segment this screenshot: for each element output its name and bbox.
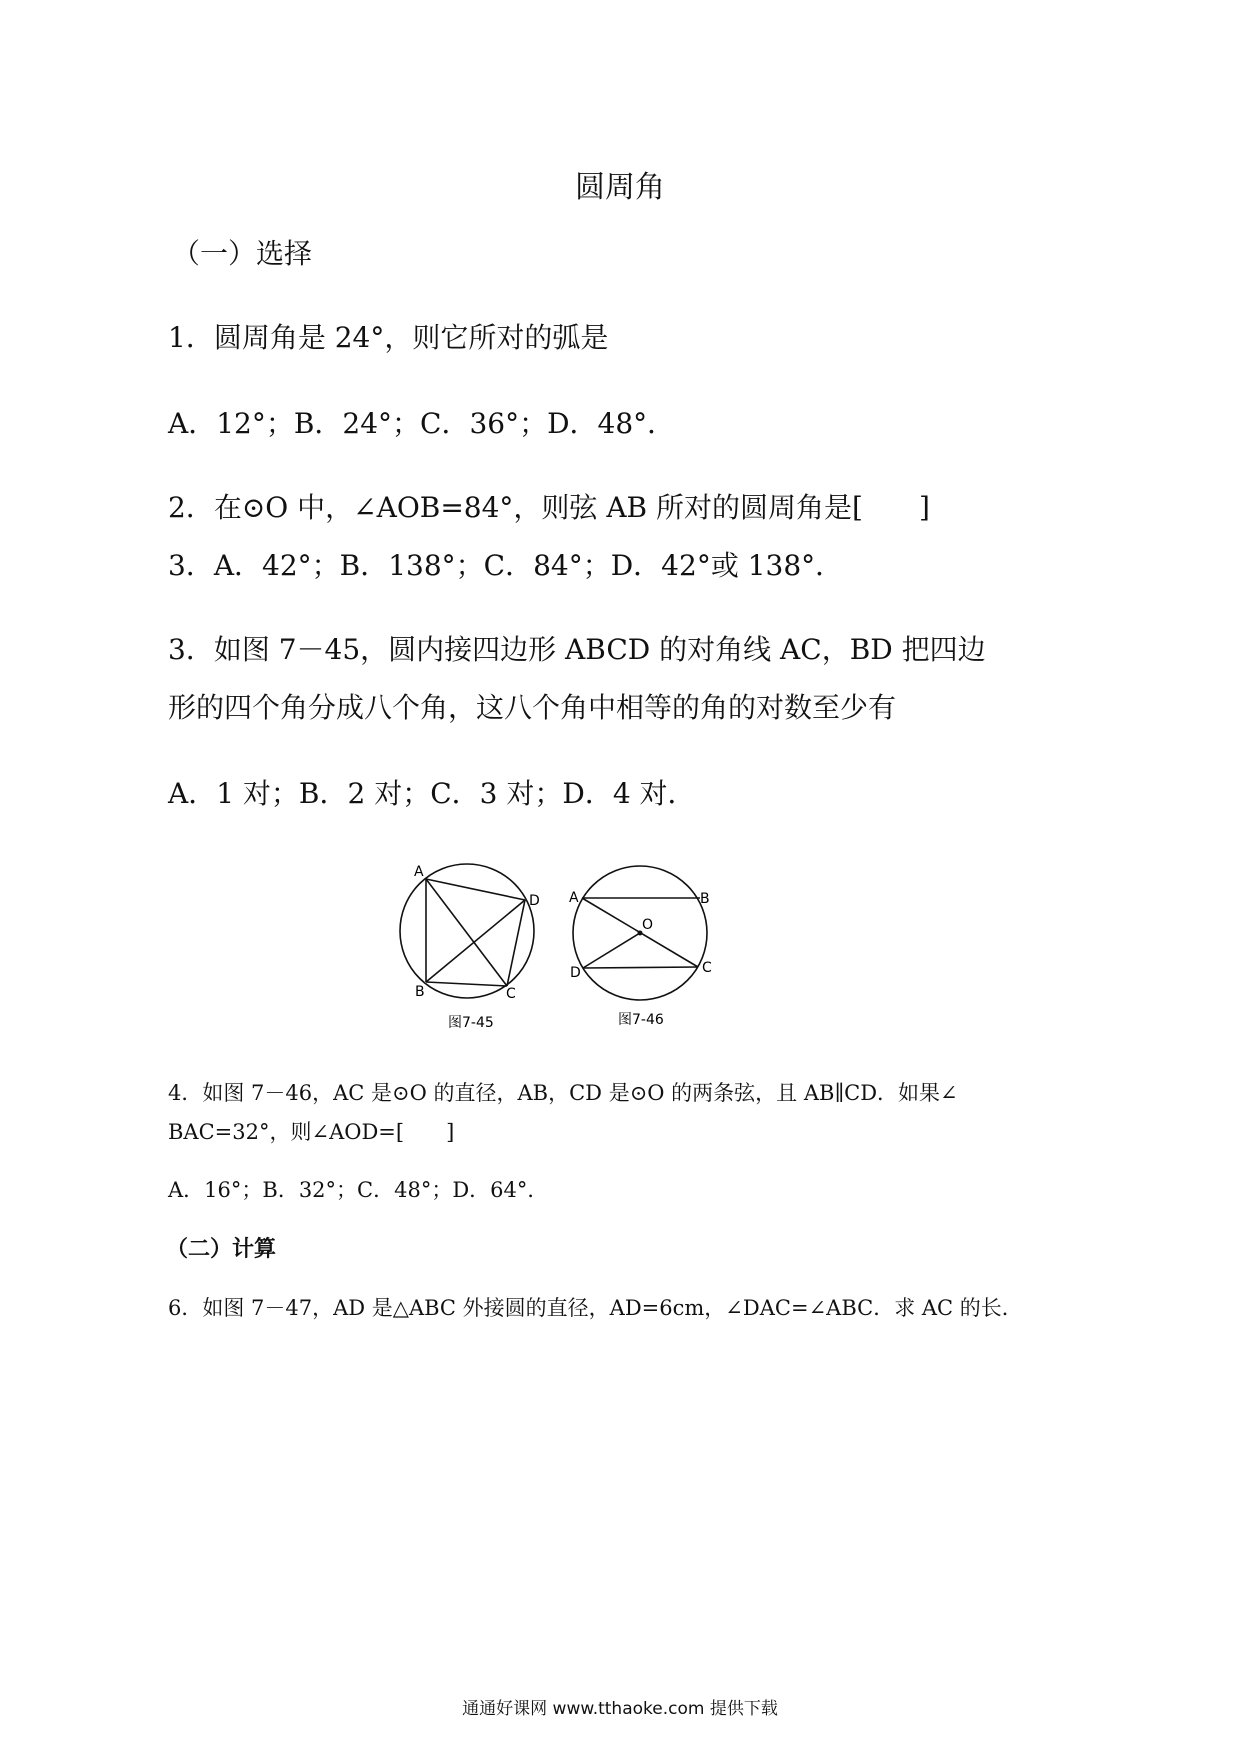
fig746-label-b: B <box>700 891 710 907</box>
fig746-label-a: A <box>569 890 579 906</box>
fig745-label-d: D <box>529 893 540 909</box>
figure-7-45 <box>400 864 534 998</box>
question-3-options: A．1 对；B．2 对；C．3 对；D．4 对． <box>168 777 696 810</box>
question-3-stem-line2: 形的四个角分成八个角，这八个角中相等的角的对数至少有 <box>168 691 897 724</box>
question-3-stem-line1: 3．如图 7－45，圆内接四边形 ABCD 的对角线 AC，BD 把四边 <box>168 633 986 666</box>
fig746-chord-cd <box>583 967 698 968</box>
fig746-caption: 图7-46 <box>618 1012 664 1028</box>
fig745-line-ac <box>426 879 507 986</box>
fig746-label-c: C <box>702 960 712 976</box>
footer-credit: 通通好课网 www.tthaoke.com 提供下载 <box>462 1699 778 1719</box>
fig745-caption: 图7-45 <box>448 1015 494 1031</box>
fig746-line-od <box>583 933 640 968</box>
question-1-options: A．12°；B．24°；C．36°；D．48°． <box>168 407 676 440</box>
question-2-options: 3．A．42°；B．138°；C．84°；D．42°或 138°． <box>168 549 844 582</box>
fig745-circle <box>400 864 534 998</box>
question-4-options: A．16°；B．32°；C．48°；D．64°． <box>168 1178 549 1202</box>
question-2-stem: 2．在⊙O 中，∠AOB=84°，则弦 AB 所对的圆周角是[ ] <box>168 491 930 524</box>
fig745-label-b: B <box>415 984 425 1000</box>
question-6-stem: 6．如图 7－47，AD 是△ABC 外接圆的直径，AD=6cm，∠DAC=∠ABC．求 AC 的长． <box>168 1296 1023 1320</box>
question-4-stem-line1: 4．如图 7－46，AC 是⊙O 的直径，AB，CD 是⊙O 的两条弦，且 AB∥CD．如果∠ <box>168 1081 958 1105</box>
fig746-label-d: D <box>570 965 581 981</box>
section-calc-heading: （二）计算 <box>166 1237 277 1262</box>
fig745-line-bc <box>426 982 507 986</box>
fig745-label-a: A <box>414 864 424 880</box>
section-choice-heading: （一）选择 <box>172 237 313 270</box>
fig745-label-c: C <box>506 986 516 1002</box>
fig745-line-ad <box>426 879 525 900</box>
question-4-stem-line2: BAC=32°，则∠AOD=[ ] <box>168 1120 455 1144</box>
fig746-label-o: O <box>642 917 654 933</box>
question-1-stem: 1．圆周角是 24°，则它所对的弧是 <box>168 321 609 354</box>
page-title: 圆周角 <box>575 170 665 205</box>
